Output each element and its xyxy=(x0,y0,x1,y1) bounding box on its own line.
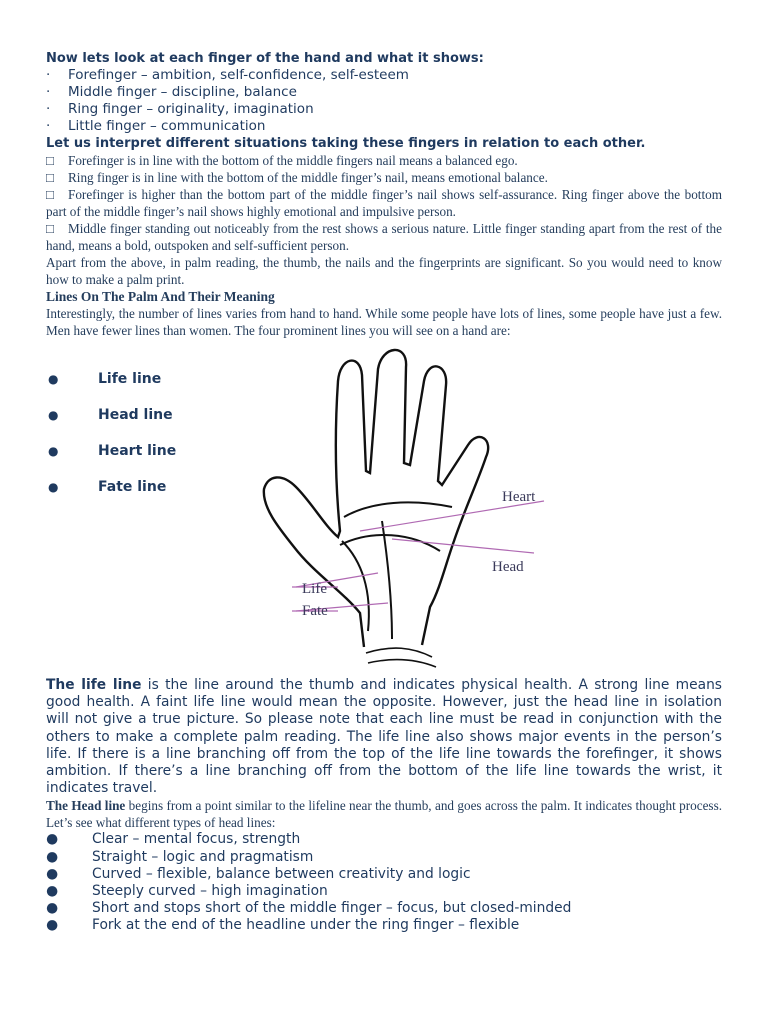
life-label: Life xyxy=(302,581,327,597)
finger-item: · Little finger – communication xyxy=(46,118,266,134)
list-item: ● Curved – flexible, balance between creativity and logic xyxy=(46,865,471,882)
list-item: ● Steeply curved – high imagination xyxy=(46,883,328,900)
interpret-title: Let us interpret different situations taking these fingers in relation to each other. xyxy=(46,136,646,151)
palm-figure xyxy=(46,339,722,677)
fate-crease xyxy=(382,521,392,639)
head-crease xyxy=(340,535,440,551)
interpret-item: □ Forefinger is in line with the bottom of the middle fingers nail means a balanced ego. xyxy=(46,153,518,168)
finger-item: · Forefinger – ambition, self-confidence, self-esteem xyxy=(46,67,409,83)
interpret-item: □ Forefinger is higher than the bottom part of the middle finger’s nail shows self-assurance. Ring finger above the bottom part of the middle finger’s nail shows highly emotional and impulsive person. xyxy=(46,187,722,219)
list-item: ● Head line xyxy=(48,407,173,423)
document-page xyxy=(46,50,722,935)
list-item: ● Straight – logic and pragmatism xyxy=(46,848,314,865)
list-item: ● Heart line xyxy=(48,443,177,459)
palm-lines-list xyxy=(48,361,176,505)
heart-label: Heart xyxy=(502,489,536,505)
lines-heading: Lines On The Palm And Their Meaning xyxy=(46,289,275,304)
life-line-paragraph: The life line is the line around the thumb and indicates physical health. A strong line means good health. A faint life line would mean the opposite. However, just the head line in isolation will not give a true picture. So please note that each line must be read in conjunction with the others to make a complete palm reading. The life line also shows major events in the person’s life. If there is a line branching off from the top of the life line towards the forefinger, it shows ambition. If there’s a line branching off from the bottom of the life line towards the wrist, it indicates travel. xyxy=(46,677,722,797)
interpret-closing: Apart from the above, in palm reading, the thumb, the nails and the fingerprints are significant. So you would need to know how to make a palm print. xyxy=(46,255,722,287)
list-item: ● Fork at the end of the headline under the ring finger – flexible xyxy=(46,917,520,934)
interpret-item: □ Middle finger standing out noticeably from the rest shows a serious nature. Little finger standing apart from the rest of the hand, means a bold, outspoken and self-sufficient person. xyxy=(46,221,722,253)
head-label: Head xyxy=(492,559,524,575)
life-crease xyxy=(342,541,369,631)
finger-item: · Middle finger – discipline, balance xyxy=(46,84,297,100)
head-line-paragraph: The Head line begins from a point similar to the lifeline near the thumb, and goes across the palm. It indicates thought process. Let’s see what different types of head lines: xyxy=(46,798,722,831)
interpret-item: □ Ring finger is in line with the bottom of the middle finger’s nail, means emotional balance. xyxy=(46,170,548,185)
finger-item: · Ring finger – originality, imagination xyxy=(46,101,314,117)
palm-diagram xyxy=(242,341,560,675)
hand-outline xyxy=(264,350,488,647)
list-item: ● Short and stops short of the middle finger – focus, but closed-minded xyxy=(46,900,572,917)
fingers-title: Now lets look at each finger of the hand and what it shows: xyxy=(46,51,484,66)
list-item: ● Life line xyxy=(48,371,162,387)
list-item: ● Fate line xyxy=(48,479,167,495)
list-item: ● Clear – mental focus, strength xyxy=(46,831,301,848)
heart-crease xyxy=(344,502,452,517)
head-line-types xyxy=(46,831,722,934)
lines-intro: Interestingly, the number of lines varies from hand to hand. While some people have lots of lines, some people have just a few. Men have fewer lines than women. The four prominent lines you will see on a hand are: xyxy=(46,306,722,338)
fate-label: Fate xyxy=(302,603,328,619)
